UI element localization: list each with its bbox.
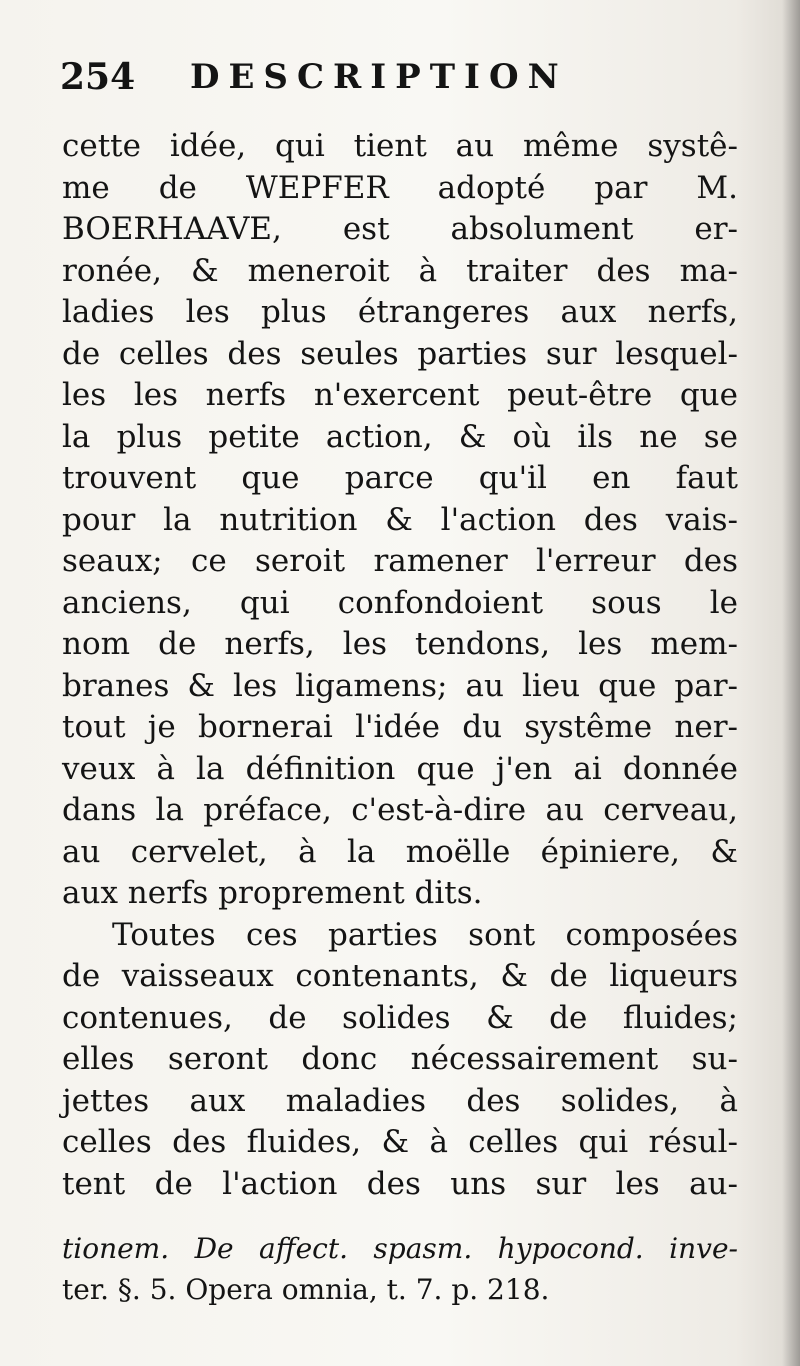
text-line: veux à la définition que j'en ai donnée: [62, 750, 738, 787]
text-line: BOERHAAVE, est absolument er-: [62, 211, 738, 247]
text-line: tent de l'action des uns sur les au-: [62, 1165, 738, 1202]
text-line: dans la préface, c'est-à-dire au cerveau,: [62, 792, 738, 828]
text-line: de celles des seules parties sur lesquel-: [62, 335, 738, 372]
text-line: la plus petite action, & où ils ne se: [62, 418, 738, 455]
page-number: 254: [60, 56, 136, 98]
page-header: [60, 52, 760, 102]
text-line: les les nerfs n'exercent peut-être que: [62, 377, 738, 413]
text-line: anciens, qui confondoient sous le: [62, 584, 738, 621]
text-line: jettes aux maladies des solides, à: [62, 1082, 738, 1119]
text-line: cette idée, qui tient au même systê-: [62, 128, 738, 164]
page-edge-shadow: [782, 0, 800, 1366]
body-text: [62, 126, 738, 1205]
footnote-line: tionem. De affect. spasm. hypocond. inve-: [62, 1232, 738, 1265]
running-head: DESCRIPTION: [190, 57, 568, 97]
text-line: pour la nutrition & l'action des vais-: [62, 501, 738, 538]
text-line: contenues, de solides & de fluides;: [62, 999, 738, 1036]
text-line: branes & les ligamens; au lieu que par-: [62, 667, 738, 704]
footnote: [62, 1228, 738, 1310]
text-line: au cervelet, à la moëlle épiniere, &: [62, 833, 738, 870]
text-line: me de WEPFER adopté par M.: [62, 169, 738, 206]
text-line: elles seront donc nécessairement su-: [62, 1041, 738, 1077]
paragraph-start-line: Toutes ces parties sont composées: [112, 916, 738, 953]
text-line: ladies les plus étrangeres aux nerfs,: [62, 294, 738, 330]
text-line: celles des fluides, & à celles qui résul-: [62, 1124, 738, 1160]
text-line: trouvent que parce qu'il en faut: [62, 460, 738, 496]
text-line: ronée, & meneroit à traiter des ma-: [62, 252, 738, 289]
text-line: tout je bornerai l'idée du systême ner-: [62, 709, 738, 745]
paragraph-end-line: aux nerfs proprement dits.: [62, 875, 483, 911]
text-line: de vaisseaux contenants, & de liqueurs: [62, 958, 738, 994]
text-line: seaux; ce seroit ramener l'erreur des: [62, 543, 738, 579]
text-line: nom de nerfs, les tendons, les mem-: [62, 626, 738, 662]
footnote-line: ter. §. 5. Opera omnia, t. 7. p. 218.: [62, 1273, 550, 1306]
